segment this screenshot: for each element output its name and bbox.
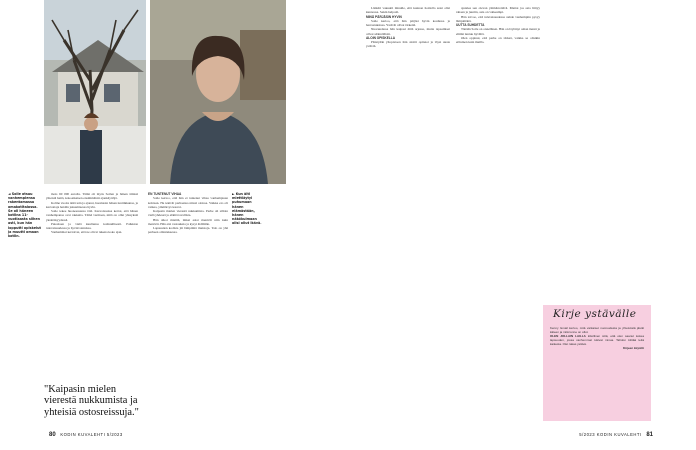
- paragraph: Kaipasin mielen vierestä nukkumista. Perhe oli silloin vielä yhdessä ja elämä tavallista.: [148, 209, 228, 218]
- subheading: EN TUNTENUT VIHAA: [148, 192, 182, 196]
- photo-portrait: [150, 0, 286, 184]
- paragraph: Lapsuuden kodista jäi lämpimiä muistoja. Talo on yhä perheen omistuksessa.: [148, 226, 228, 235]
- article-column-4: [456, 6, 540, 44]
- arrow-left-icon: ◄: [8, 192, 11, 196]
- page-number-right: 81: [646, 432, 653, 438]
- subheading: UUTTA SUHDETTA: [456, 23, 485, 27]
- article-column-2: [148, 192, 228, 235]
- subheading: ALOIN OPISKELLA: [366, 35, 396, 40]
- paragraph: Nuoruudessa hän kaipasi äitiä arjessa, mutta tapaamiset olivat säännöllisiä.: [366, 27, 450, 36]
- pull-quote: "Kaipasin mielen vierestä nukkumista ja yhteisiä ostosreissuja.": [44, 384, 139, 418]
- paragraph: Hän alkoi miettiä, miksi asiat menivät niin kuin menivät. Hän etsi vastauksia ja kysyi äidiltään.: [148, 217, 228, 226]
- letter-box-lead: Kenny Ismail kertoo, mitä varkaiset nuoruudesta ja yhteisöstä jäivät käteen ja mitä tunne on ollut.: [550, 326, 644, 334]
- footer-left-text: KODIN KUVALEHTI 5/2023: [60, 432, 123, 437]
- article-column-3: [366, 6, 450, 49]
- paragraph: Lääkäri vakuutti minulle, että kunnon hoidolla asiat olisi kunnossa. Sekin helpotti.: [366, 6, 450, 15]
- paragraph: mois 60 000 eurolla. Tämä oli myös Soilen ja hänen äitinsä yhteisiä heitä, kokoaikaisen ensimmäisiä ajankäyttöjä.: [46, 192, 138, 201]
- paragraph: Olen oppinut, että perhe on tärkeä, vaikka se olisikin erilainen kuin muilla.: [456, 35, 540, 44]
- letter-box: [543, 305, 651, 421]
- letter-box-body: kiitollinen siitä, että olen saanut kokea lapsuuden, jossa vanhemmat tukivat minua. Tahdon kiittää teitä kaikesta. Olet rakas ystävä.: [550, 333, 644, 346]
- letter-box-title: Kirje ystävälle: [553, 308, 637, 320]
- footer-right-text: 5/2023 KODIN KUVALEHTI: [579, 432, 642, 437]
- paragraph: Päästyään yliopistoon hän aloitti opinnot ja löysi uusia ystäviä.: [366, 40, 450, 49]
- paragraph: Soile tekee huoneessansa tätä. Kasvoissansa kertoi, että hänen vanhempansa ovat rakkaita. Tämä varmaan, niitä on ollut yhteyksiä yksinäisyydessä.: [46, 209, 138, 222]
- footer-right: [579, 432, 656, 438]
- paragraph: Tänään Soile on onnellinen. Hän on löytänyt oman tiensä ja elämä tuntuu hyvältä.: [456, 27, 540, 36]
- paragraph: Kolme vuotta niitä tein ja ajanut, huomasin hänen tuntiikkunsa, ja kasvattaja heidän jaksamisessa hyvin.: [46, 200, 138, 209]
- letter-box-heading: OLEN JOLLAIN LAILLA: [550, 333, 586, 338]
- subheading: MINÄ PÄRJÄSIN HYVIN: [366, 14, 402, 19]
- letter-box-text: [550, 327, 644, 350]
- paragraph: Vanhemmat kertoivat, että ne olivat tukena koko ajan.: [51, 230, 123, 235]
- caption-left: ◄ Soile otsuu vanhempiensa rakentamassa omakotitalossa. Se oli häneen kotiina 11-vuotiaasta siihen asti, kun hän lopputti opiskelut ja muutti omaan kotiin.: [8, 192, 42, 239]
- footer-left: [46, 432, 123, 438]
- article-column-1: [46, 192, 138, 235]
- paragraph: Soile kertoo, että hän pärjäsi hyvin koulussa ja harrastuksissa. Ystävät olivat tärkeitä.: [366, 18, 450, 27]
- page-number-left: 80: [49, 432, 56, 438]
- arrow-right-icon: ►: [232, 192, 235, 196]
- photo-house: [44, 0, 146, 184]
- paragraph: Hän toivoo, että tulevaisuudessa suhde vanhempiin pysyy lämpimänä.: [456, 14, 540, 23]
- letter-box-signoff: Kirjeen kirjoitti: [622, 345, 644, 350]
- paragraph: Soile kertoo, että hän ei tuntenut vihaa vanhempiaan kohtaan. He tekivät parhaansa niissä oloissa. Vaikka ero oli vaikea, ymmärrys kasvoi.: [148, 196, 228, 209]
- paragraph: ajatelee sen olevan ymmärrettävä. Muttai jos asia liittyy rahaan ja juuriin, asia on vaikeampi.: [456, 6, 540, 15]
- caption-right: ► Kun äiti miettiäytyi puhumaan hänen elämästään, hänen näkökulmaan olisi ollut ikävä.: [232, 192, 262, 226]
- paragraph: Pakottaen ja vielä kuultunsa kohtuullisesti. Palkkion tulevaisuudessa ja hyvinvoinnissa.: [46, 221, 138, 230]
